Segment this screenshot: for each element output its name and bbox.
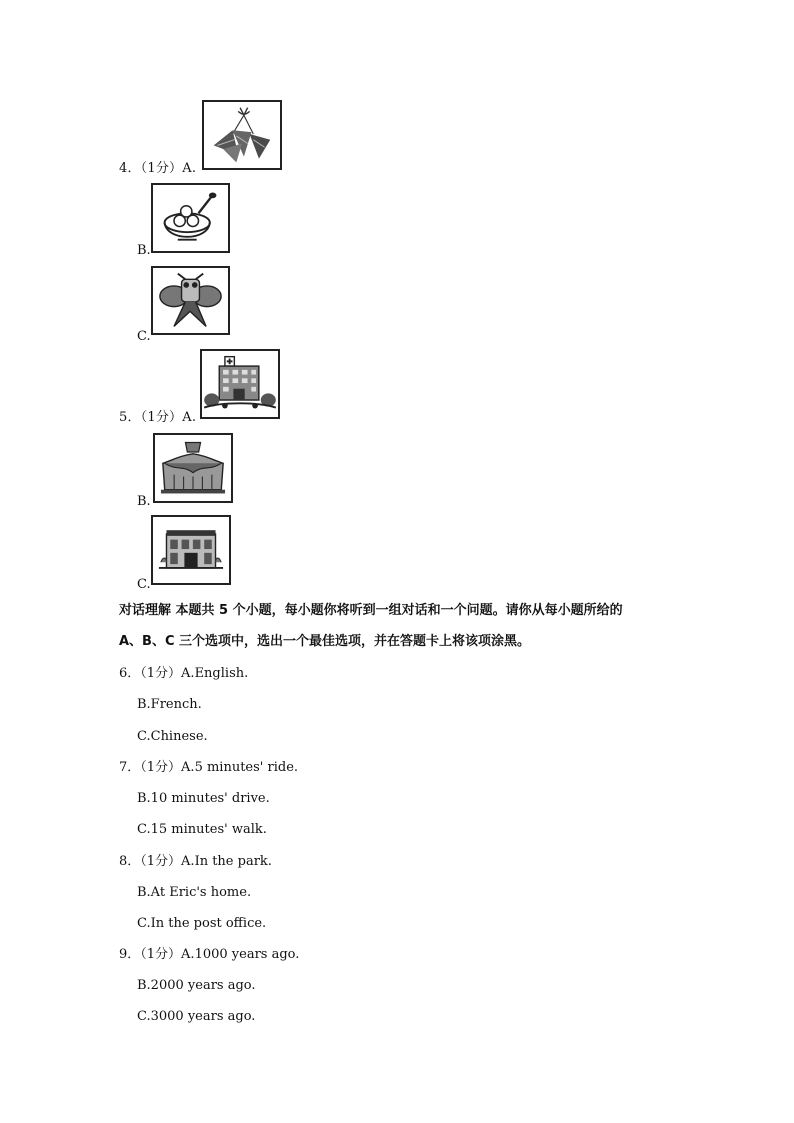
q9-row (119, 947, 299, 963)
section-instruction-line2: A、B、C 三个选项中，选出一个最佳选项，并在答题卡上将该项涂黑。 (119, 634, 531, 649)
zongzi-icon[interactable] (202, 100, 282, 170)
q7-option-b[interactable]: B.10 minutes' drive. (137, 791, 270, 806)
section-instruction-line1: 对话理解 本题共 5 个小题，每小题你将听到一组对话和一个问题。请你从每小题所给的 (119, 603, 623, 618)
q9-option-c[interactable]: C.3000 years ago. (137, 1009, 256, 1024)
q5-label: 5．（1分）A. (119, 410, 197, 425)
q5-option-c-label: C. (137, 577, 151, 592)
q9-option-b[interactable]: B.2000 years ago. (137, 978, 256, 993)
q6-option-c[interactable]: C.Chinese. (137, 729, 208, 744)
store-building-icon[interactable] (151, 515, 231, 585)
q7-row (119, 760, 298, 776)
q8-option-c[interactable]: C.In the post office. (137, 916, 267, 931)
q7-number: 7．（1分） (119, 760, 182, 775)
q4-option-c-label: C. (137, 329, 151, 344)
q9-option-a[interactable]: A.1000 years ago. (181, 947, 300, 962)
q8-option-b[interactable]: B.At Eric's home. (137, 885, 252, 900)
q8-number: 8．（1分） (119, 854, 182, 869)
q6-number: 6．（1分） (119, 666, 182, 681)
hospital-icon[interactable] (200, 349, 280, 419)
tangyuan-bowl-icon[interactable] (151, 183, 230, 253)
q4-option-b-label: B. (137, 243, 151, 258)
museum-building-icon[interactable] (153, 433, 233, 503)
q5-option-b-label: B. (137, 494, 151, 509)
q7-option-c[interactable]: C.15 minutes' walk. (137, 822, 267, 837)
kite-icon[interactable] (151, 266, 230, 335)
q8-row (119, 854, 272, 870)
q6-row (119, 666, 248, 682)
q9-number: 9．（1分） (119, 947, 182, 962)
q6-option-a[interactable]: A.English. (181, 666, 249, 681)
q6-option-b[interactable]: B.French. (137, 697, 202, 712)
q4-label: 4．（1分）A. (119, 161, 197, 176)
q8-option-a[interactable]: A.In the park. (181, 854, 272, 869)
q7-option-a[interactable]: A.5 minutes' ride. (181, 760, 299, 775)
